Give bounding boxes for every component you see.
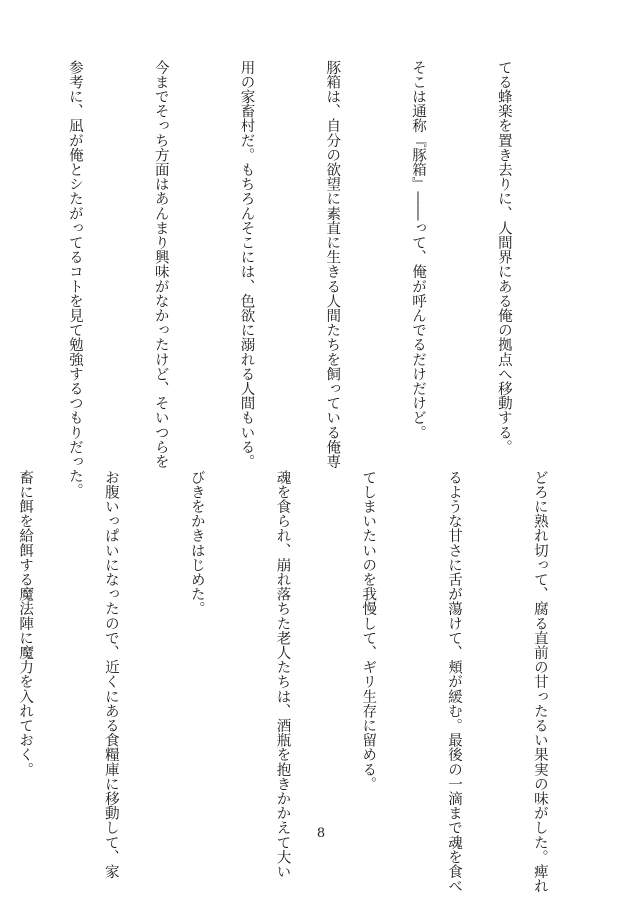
paragraph-line: どろに熟れ切って、腐る直前の甘ったるい果実の味がした。痺れ <box>531 470 548 894</box>
paragraph-line: るような甘さに舌が蕩けて、頬が緩む。最後の一滴まで魂を食べ <box>446 470 463 894</box>
paragraph-line: お腹いっぱいになったので、近くにある食糧庫に移動して、家 <box>102 470 119 879</box>
paragraph-line: びきをかきはじめた。 <box>188 470 205 616</box>
bottom-text-block <box>17 470 611 894</box>
paragraph-line: 畜に餌を給餌する魔法陣に魔力を入れておく。 <box>17 470 34 777</box>
paragraph-line: てる蜂楽を置き去りに、人間界にある俺の拠点へ移動する。 <box>495 60 512 455</box>
paragraph-line: 用の家畜村だ。もちろんそこには、色欲に溺れる人間もいる。 <box>238 60 255 469</box>
page-number: 8 <box>316 826 326 841</box>
paragraph-line <box>0 60 3 432</box>
paragraph-line: 今までそっち方面はあんまり興味がなかったけど、そいつらを <box>152 60 169 469</box>
top-text-block <box>66 60 575 498</box>
paragraph-line: そこは通称『豚箱』――って、俺が呼んでるだけだけど。 <box>410 60 427 440</box>
paragraph-line: 魂を食られ、崩れ落ちた老人たちは、酒瓶を抱きかかえて大い <box>274 470 291 879</box>
paragraph-line: 豚箱は、自分の欲望に素直に生きる人間たちを飼っている俺専 <box>324 60 341 469</box>
paragraph-line: てしまいたいのを我慢して、ギリ生存に留める。 <box>360 470 377 792</box>
paragraph-line: 参考に、凪が俺とシたがってるコトを見て勉強するつもりだった。 <box>66 60 83 498</box>
